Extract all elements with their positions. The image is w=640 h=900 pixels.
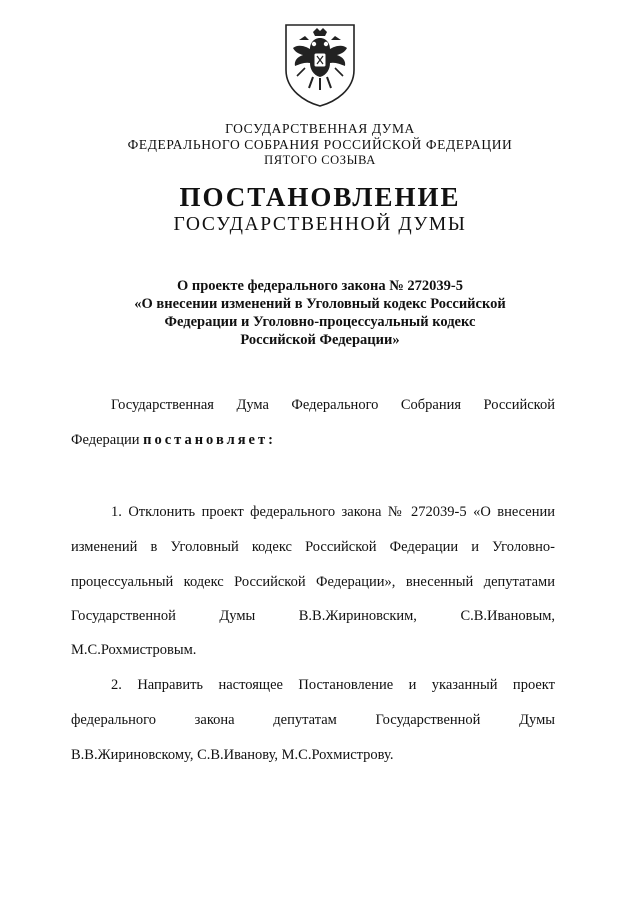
item2-line-3: В.В.Жириновскому, С.В.Иванову, М.С.Рохмистрову. xyxy=(71,747,394,763)
document-title: ПОСТАНОВЛЕНИЕ xyxy=(179,182,461,212)
item1-line-5: М.С.Рохмистровым. xyxy=(71,642,197,658)
header-line-3: ПЯТОГО СОЗЫВА xyxy=(264,153,376,167)
subject-line-1: О проекте федерального закона № 272039-5 xyxy=(176,278,464,294)
header-line-1: ГОСУДАРСТВЕННАЯ ДУМА xyxy=(225,121,415,136)
item1-line-4: Государственной Думы В.В.Жириновским, С.В.Ивановым, xyxy=(71,608,555,624)
item2-line-2: федерального закона депутатам Государственной Думы xyxy=(71,712,555,728)
coat-of-arms-emblem xyxy=(283,22,357,108)
preamble-line-2 xyxy=(71,432,555,449)
header-line-2: ФЕДЕРАЛЬНОГО СОБРАНИЯ РОССИЙСКОЙ ФЕДЕРАЦИИ xyxy=(127,137,513,152)
item1-line-3: процессуальный кодекс Российской Федерации», внесенный депутатами xyxy=(71,574,555,590)
resolves-keyword: постановляет: xyxy=(143,432,276,448)
item1-line-1: 1. Отклонить проект федерального закона № 272039-5 «О внесении xyxy=(111,504,555,520)
document-subtitle: ГОСУДАРСТВЕННОЙ ДУМЫ xyxy=(173,214,467,235)
preamble-text: Федерации xyxy=(71,432,144,448)
item2-line-1: 2. Направить настоящее Постановление и указанный проект xyxy=(111,677,555,693)
preamble-line-1: Государственная Дума Федерального Собрания Российской xyxy=(111,397,555,413)
item1-line-2: изменений в Уголовный кодекс Российской Федерации и Уголовно- xyxy=(71,539,555,555)
subject-line-4: Российской Федерации» xyxy=(240,332,400,348)
subject-line-2: «О внесении изменений в Уголовный кодекс Российской xyxy=(134,296,506,312)
subject-line-3: Федерации и Уголовно-процессуальный кодекс xyxy=(164,314,476,330)
